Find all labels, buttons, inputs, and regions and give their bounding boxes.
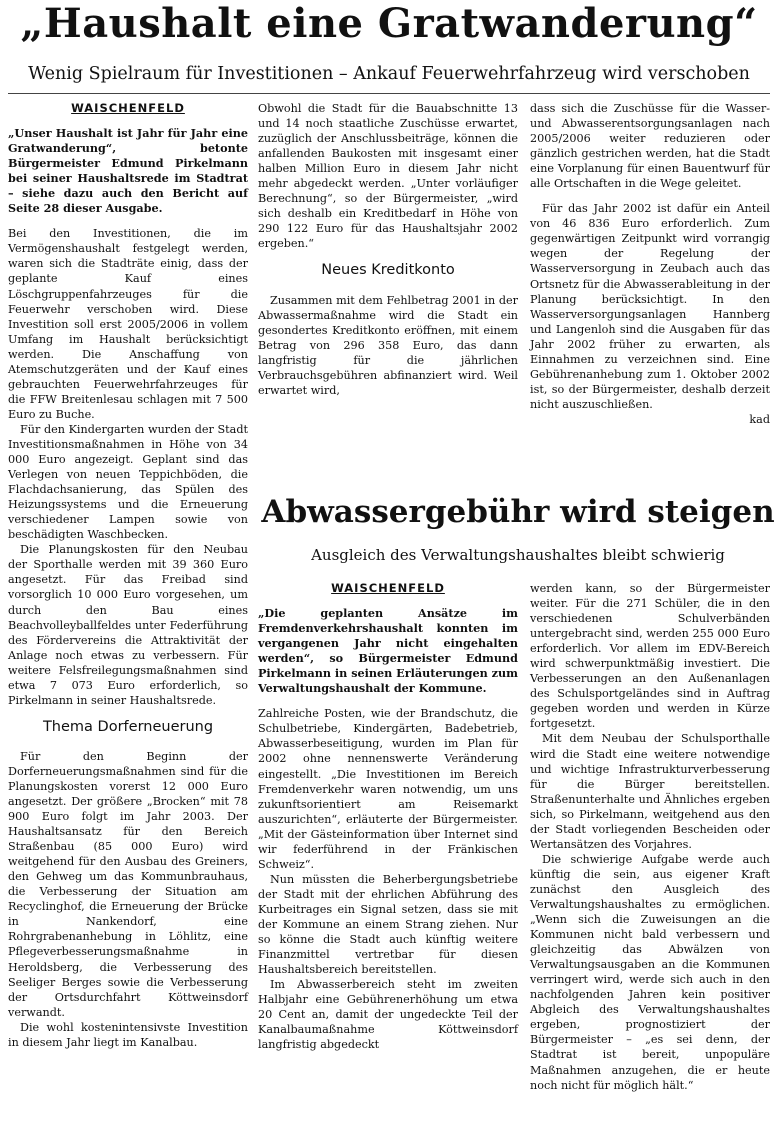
article1-paragraph: Für den Kindergarten wurden der Stadt Investitionsmaßnahmen in Höhe von 34 000 Euro angezeigt. Geplant sind das Verlegen von neuen Teppichböden, die Flachdachsanierung, das Spülen des Heizungssystems und die Erneuerung verschiedener Lampen sowie von beschädigten Waschbecken. (8, 422, 248, 542)
article2-column-2 (530, 581, 770, 1093)
article1-paragraph: Zusammen mit dem Fehlbetrag 2001 in der Abwassermaßnahme wird die Stadt ein gesondertes Kreditkonto eröffnen, mit einem Betrag von 296 358 Euro, das dann langfristig für die jährlichen Verbrauchsgebühren abfinanziert wird. Weil erwartet wird, (258, 293, 518, 397)
article1-subhead-kreditkonto: Neues Kreditkonto (321, 262, 455, 279)
article1-paragraph: Bei den Investitionen, die im Vermögenshaushalt festgelegt werden, waren sich die Stadträte einig, dass der geplante Kauf eines Löschgruppenfahrzeuges für die Feuerwehr verschoben wird. Diese Investition soll erst 2005/2006 in vollem Umfang im Haushalt berücksichtigt werden. Die Anschaffung von Atemschutzgeräten und der Kauf eines gebrauchten Feuerwehrfahrzeuges für die FFW Breitenlesau schlagen mit 7 500 Euro zu Buche. (8, 227, 248, 421)
article2-paragraph: werden kann, so der Bürgermeister weiter. Für die 271 Schüler, die in den verschiedenen Schulverbänden untergebracht sind, werden 255 000 Euro erforderlich. Vor allem im EDV-Bereich wird schwerpunktmäßig investiert. Die Verbesserungen an den Außenanlagen des Schulsportgeländes sind in Auftrag gegeben worden und werden in Kürze fortgesetzt. (530, 582, 770, 731)
article1-paragraph: Die Planungskosten für den Neubau der Sporthalle werden mit 39 360 Euro angesetzt. Für das Freibad sind vorsorglich 10 000 Euro vorgesehen, um durch den Bau eines Beachvolleyballfeldes unter Federführung des Fördervereins die Attraktivität der Anlage noch etwas zu verbessern. Für weitere Felsfreilegungsmaßnahmen sind etwa 7 073 Euro erforderlich, so Pirkelmann in seiner Haushaltsrede. (8, 543, 248, 707)
article2-lead: „Die geplanten Ansätze im Fremdenverkehrshaushalt konnten im vergangenen Jahr nicht eingehalten werden“, so Bürgermeister Edmund Pirkelmann in seinen Erläuterungen zum Verwaltungshaushalt der Kommune. (258, 606, 518, 696)
article1-paragraph: dass sich die Zuschüsse für die Wasser- und Abwasserentsorgungsanlagen nach 2005/2006 weiter reduzieren oder gänzlich gestrichen werden, hat die Stadt eine Vorplanung für einen Bauentwurf für alle Ortschaften in die Wege geleitet. (530, 102, 770, 191)
article2-paragraph: Nun müssten die Beherbergungsbetriebe der Stadt mit der ehrlichen Abführung des Kurbeitrages ein Signal setzen, dass sie mit der Kommune an einem Strang ziehen. Nur so könne die Stadt auch künftig weitere Finanzmittel vertretbar für diesen Haushaltsbereich bereitstellen. (258, 872, 518, 977)
article2-paragraph: Im Abwasserbereich steht im zweiten Halbjahr eine Gebührenerhöhung um etwa 20 Cent an, damit der ungedeckte Teil der Kanalbaumaßnahme Köttweinsdorf langfristig abgedeckt (258, 978, 518, 1052)
article2-subheadline: Ausgleich des Verwaltungshaushaltes bleibt schwierig (311, 546, 725, 564)
article1-column-3 (530, 101, 770, 427)
article1-paragraph: Für das Jahr 2002 ist dafür ein Anteil von 46 836 Euro erforderlich. Zum gegenwärtigen Zeitpunkt wird vorrangig wegen der Regelung der Wasserversorgung in Zeubach auch das Ortsnetz für die Abwasserableitung in der Planung berücksichtigt. In den Wasserversorgungsanlagen Hannberg und Langenloh sind die Ausgaben für das Jahr 2002 früher zu erwarten, als Einnahmen zu verzeichnen sind. Eine Gebührenanhebung zum 1. Oktober 2002 ist, so der Bürgermeister, deshalb derzeit nicht auszuschließen. (530, 202, 770, 411)
article1-subheadline: Wenig Spielraum für Investitionen – Ankauf Feuerwehrfahrzeug wird verschoben (28, 64, 750, 84)
article1-signature: kad (749, 412, 770, 426)
article2-dateline: WAISCHENFELD (331, 581, 445, 595)
article1-paragraph: Obwohl die Stadt für die Bauabschnitte 13 und 14 noch staatliche Zuschüsse erwartet, zuzüglich der Anschlussbeiträge, können die anfallenden Baukosten mit insgesamt einer halben Million Euro in diesem Jahr nicht mehr abgedeckt werden. „Unter vorläufiger Berechnung“, so der Bürgermeister, „wird sich deshalb ein Kreditbedarf in Höhe von 290 122 Euro für das Haushaltsjahr 2002 ergeben.“ (258, 102, 518, 251)
article1-paragraph: Die wohl kostenintensivste Investition in diesem Jahr liegt im Kanalbau. (8, 1020, 248, 1049)
article1-column-1 (8, 101, 248, 1050)
article2-headline: Abwassergebühr wird steigen (261, 494, 775, 530)
article1-headline: „Haushalt eine Gratwanderung“ (20, 0, 758, 47)
article2-paragraph: Mit dem Neubau der Schulsporthalle wird die Stadt eine weitere notwendige und wichtige Infrastrukturverbesserung für die Bürger bereitstellen. Straßenunterhalte und Ähnliches ergeben sich, so Pirkelmann, weitgehend aus den der Stadt vorliegenden Bescheiden oder Wertansätzen des Vorjahres. (530, 732, 770, 851)
article1-subhead-dorferneuerung: Thema Dorferneuerung (42, 718, 214, 735)
article1-lead: „Unser Haushalt ist Jahr für Jahr eine Gratwanderung“, betonte Bürgermeister Edmund Pirkelmann bei seiner Haushaltsrede im Stadtrat – siehe dazu auch den Bericht auf Seite 28 dieser Ausgabe. (8, 126, 248, 216)
article2-paragraph: Zahlreiche Posten, wie der Brandschutz, die Schulbetriebe, Kindergärten, Badebetrieb, Abwasserbeseitigung, wurden im Plan für 2002 ohne nennenswerte Veränderung eingestellt. „Die Investitionen im Bereich Fremdenverkehr waren notwendig, um uns zukunftsorientiert am Reisemarkt auszurichten“, erläuterte der Bürgermeister. „Mit der Gästeinformation über Internet sind wir federführend in der Fränkischen Schweiz“. (258, 707, 518, 871)
header-divider (8, 93, 770, 94)
article1-paragraph: Für den Beginn der Dorferneuerungsmaßnahmen sind für die Planungskosten vorerst 12 000 Euro angesetzt. Der größere „Brocken“ mit 78 900 Euro folgt im Jahr 2003. Der Haushaltsansatz für den Bereich Straßenbau (85 000 Euro) wird weitgehend für den Ausbau des Greiners, den Gehweg um das Kommunbrauhaus, die Verbesserung der Situation am Recyclinghof, die Erneuerung der Brücke in Nankendorf, eine Rohrgrabenanhebung in Löhlitz, eine Pflegeverbesserungsmaßnahme in Heroldsberg, die Verbesserung des Seeliger Berges sowie die Verbesserung der Ortsdurchfahrt Köttweinsdorf verwandt. (8, 749, 248, 1019)
article1-column-2 (258, 101, 518, 398)
article2-column-1 (258, 581, 518, 1052)
article2-paragraph: Die schwierige Aufgabe werde auch künftig die sein, aus eigener Kraft zunächst den Ausgleich des Verwaltungshaushaltes zu ermöglichen. „Wenn sich die Zuweisungen an die Kommunen nicht bald verbessern und gleichzeitig das Abwälzen von Verwaltungsausgaben an die Kommunen verringert wird, werde sich auch in den nachfolgenden Jahren kein positiver Abgleich des Verwaltungshaushaltes ergeben, prognostiziert der Bürgermeister – „es sei denn, der Stadtrat ist bereit, unpopuläre Maßnahmen anzugehen, die er heute noch nicht für möglich hält.“ (530, 852, 770, 1092)
article1-dateline: WAISCHENFELD (71, 101, 185, 115)
